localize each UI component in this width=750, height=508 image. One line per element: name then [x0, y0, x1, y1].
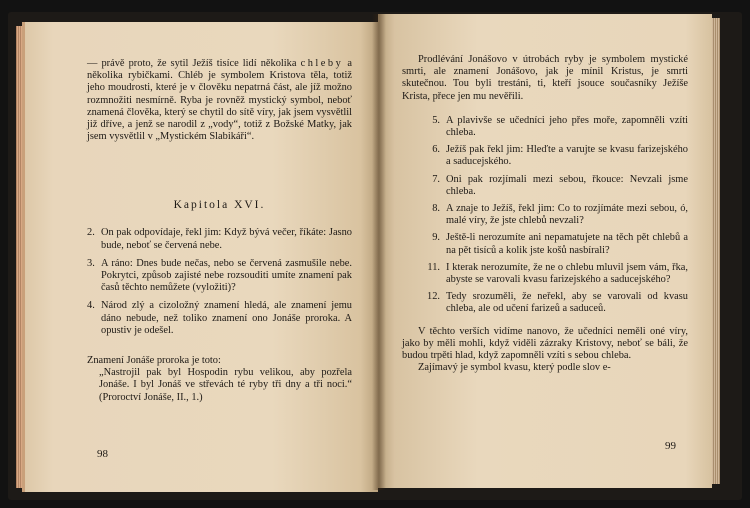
left-page — [22, 22, 378, 492]
right-intro: Prodlévání Jonášovo v útrobách ryby je symbolem mystické smrti, ale znamení Jonášovo, jak je mínil Kristus, je smrti skutečnou. Tou byli trestáni, ti, kteří jsouce současníky Ježíše Krista, přece jen mu nevěřili. — [402, 54, 688, 102]
verse-text: Národ zlý a cizoložný znamení hledá, ale znamení jemu dáno nebude, než toliko znamení ono Jonáše proroka. A opustiv je odešel. — [101, 300, 352, 336]
verse-number: 7. — [432, 173, 440, 185]
verse-number: 9. — [432, 232, 440, 244]
verse-number: 3. — [87, 257, 95, 269]
verse-number: 2. — [87, 227, 95, 239]
verse-number: 5. — [432, 114, 440, 126]
verse-number: 8. — [432, 203, 440, 215]
verse-text: A plavivše se učedníci jeho přes moře, zapomněli vzíti chleba. — [446, 114, 688, 139]
verse-number: 12. — [427, 291, 440, 303]
left-intro-part-2: a několika rybičkami. Chléb je symbolem Kristova těla, totiž jeho moudrosti, které je v člověku nepatrná část, ale jíž možno rozmnožiti nesmírně. Ryba je rovněž mystický symbol, neboť znamená člověka, který se chytil do sítě víry, jak jsem vysvětlil již dříve, a jenž se narodil z „vody“, totiž z Božské Matky, jak jsem vysvětlil v „Mystickém Slabikáři“. — [87, 58, 352, 143]
verse-text: On pak odpovídaje, řekl jim: Když bývá večer, říkáte: Jasno bude, neboť se červená nebe. — [101, 227, 352, 251]
verse-6 — [402, 144, 688, 168]
verse-text: Oni pak rozjímali mezi sebou, řkouce: Nevzali jsme chleba. — [446, 173, 688, 197]
left-intro-part-1: — právě proto, že sytil Ježíš tisíce lidí několika — [87, 58, 297, 69]
verse-8 — [402, 203, 688, 227]
book-gutter — [372, 14, 386, 490]
verse-3 — [87, 258, 352, 295]
verse-number: 11. — [427, 261, 440, 273]
chapter-title: Kapitola XVI. — [173, 199, 266, 212]
verse-number: 4. — [87, 300, 95, 312]
right-page — [378, 14, 712, 488]
jonah-quote: „Nastrojil pak byl Hospodin rybu velikou, aby pozřela Jonáše. I byl Jonáš ve střevách té ryby tři dny a tři noci.“ (Proroctví Jonáše, II., 1.) — [99, 367, 352, 403]
verse-number: 6. — [432, 144, 440, 156]
verse-5 — [402, 115, 688, 139]
page-number-left: 98 — [97, 448, 108, 460]
verse-text: Tedy srozuměli, že neřekl, aby se varovali od kvasu chleba, ale od učení farizeů a saduceů. — [446, 291, 688, 315]
verse-4 — [87, 300, 352, 337]
verse-9 — [402, 232, 688, 256]
verse-text: I kterak nerozumíte, že ne o chlebu mluvil jsem vám, řka, abyste se varovali kvasu farizejského a saducejského? — [446, 261, 688, 286]
right-paragraph-2: Zajímavý je symbol kvasu, který podle slov e- — [418, 362, 611, 374]
verse-text: Ještě-li nerozumíte ani nepamatujete na těch pět chlebů a na pět tisíců a kolik jste košů nasbírali? — [446, 232, 688, 256]
jonah-sign-lead: Znamení Jonáše proroka je toto: — [87, 355, 221, 367]
right-page-edges — [712, 18, 720, 484]
verse-11 — [402, 262, 688, 286]
verse-text: A ráno: Dnes bude nečas, nebo se červená zasmušile nebe. Pokrytci, způsob zajisté nebe rozsouditi umíte znamení pak časů těchto nemůžete (vyložiti)? — [101, 257, 352, 294]
verse-7 — [402, 174, 688, 198]
verse-text: A znaje to Ježíš, řekl jim: Co to rozjímáte mezi sebou, ó, malé víry, že jste chlebů nevzali? — [446, 203, 688, 227]
right-paragraph-1: V těchto verších vidíme nanovo, že učedníci neměli oné víry, jako by měli mohli, když viděli zázraky Kristovy, neboť se báli, že budou trpěti hlad, když zapomněli vzíti s sebou chleba. — [402, 325, 688, 362]
left-intro-spaced-word: chleby — [300, 58, 344, 69]
left-intro — [87, 58, 352, 143]
page-number-right: 99 — [665, 440, 676, 452]
verse-2 — [87, 227, 352, 251]
verse-12 — [402, 291, 688, 315]
verse-text: Ježíš pak řekl jim: Hleďte a varujte se kvasu farizejského a saducejského. — [446, 144, 688, 168]
